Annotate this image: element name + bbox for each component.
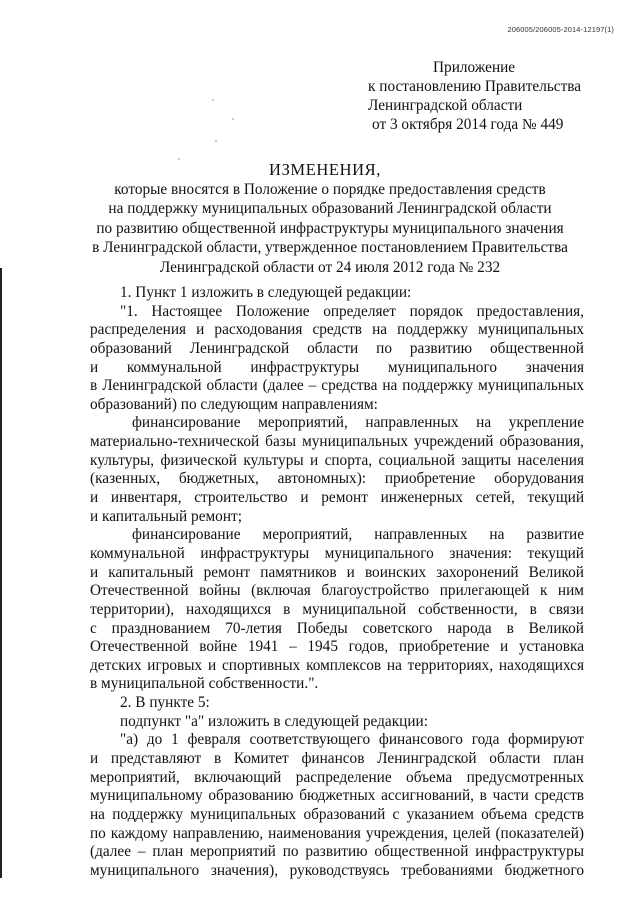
body-line: и представляют в Комитет финансов Ленинградской области план [90,750,584,768]
body-line: и капитальный ремонт памятников и воинских захоронений Великой [90,563,584,581]
body-line: детских игровых и спортивных комплексов на территориях, находящихся [90,656,584,674]
document-subtitle [60,180,600,277]
body-line: коммунальной инфраструктуры муниципального значения: текущий [90,544,584,562]
subtitle-line: в Ленинградской области, утвержденное постановлением Правительства [92,239,568,257]
body-line: и коммунальной инфраструктуры муниципального значения [90,358,584,376]
body-line: финансирование мероприятий, направленных на укрепление [132,414,584,432]
body-line: материально-технической базы муниципальных учреждений образования, [90,433,584,451]
attachment-line: от 3 октября 2014 года № 449 [372,116,564,133]
body-line: "а) до 1 февраля соответствующего финансового года формируют [120,731,584,749]
document-body [90,284,584,881]
body-line: по каждому направлению, наименования учреждения, целей (показателей) [90,824,584,842]
scan-speck [212,99,214,101]
subtitle-line: по развитию общественной инфраструктуры муниципального значения [96,219,564,237]
body-line: территории), находящихся в муниципальной собственности, в связи [90,600,584,618]
body-line: культуры, физической культуры и спорта, социальной защиты населения [90,451,584,469]
scan-edge-mark [0,268,2,878]
body-line: (далее – план мероприятий по развитию общественной инфраструктуры [90,843,584,861]
body-line: финансирование мероприятий, направленных на развитие [132,526,584,544]
body-line: в Ленинградской области (далее – средства на поддержку муниципальных [90,377,584,395]
body-line: с празднованием 70-летия Победы советского народа в Великой [90,619,584,637]
body-line: 2. В пункте 5: [120,694,210,712]
body-line: мероприятий, включающий распределение объема предусмотренных [90,768,584,786]
scan-speck [232,118,234,120]
body-line: 1. Пункт 1 изложить в следующей редакции: [120,284,412,301]
attachment-block [368,58,608,134]
body-line: образований) по следующим направлениям: [90,395,378,413]
body-line: на поддержку муниципальных образований с указанием объема средств [90,805,584,823]
document-code: 206005/206005-2014-12197(1) [507,25,614,34]
body-line: и инвентаря, строительство и ремонт инженерных сетей, текущий [90,489,584,507]
body-line: и капитальный ремонт; [90,507,242,525]
body-line: подпункт "а" изложить в следующей редакции: [120,712,428,730]
body-line: в муниципальной собственности.". [90,675,319,693]
attachment-line: Приложение [433,59,516,76]
body-line: муниципального значения), руководствуясь требованиями бюджетного [90,861,584,879]
attachment-line: Ленинградской области [368,97,523,114]
attachment-line: к постановлению Правительства [368,78,582,95]
document-title: ИЗМЕНЕНИЯ, [269,160,381,179]
body-line: распределения и расходования средств на поддержку муниципальных [90,321,584,339]
subtitle-line: которые вносятся в Положение о порядке предоставления средств [114,181,546,198]
body-line: "1. Настоящее Положение определяет порядок предоставления, [120,302,584,320]
subtitle-line: на поддержку муниципальных образований Ленинградской области [108,200,552,218]
body-line: муниципальному образованию бюджетных ассигнований, в части средств [90,787,584,805]
subtitle-line: Ленинградской области от 24 июля 2012 года № 232 [159,258,501,276]
scan-speck [215,140,217,142]
body-line: Отечественной войне 1941 – 1945 годов, приобретение и установка [90,638,584,656]
body-line: образований Ленинградской области по развитию общественной [90,339,584,357]
body-line: (казенных, бюджетных, автономных): приобретение оборудования [90,470,584,488]
body-line: Отечественной войны (включая благоустройство прилегающей к ним [90,582,584,600]
